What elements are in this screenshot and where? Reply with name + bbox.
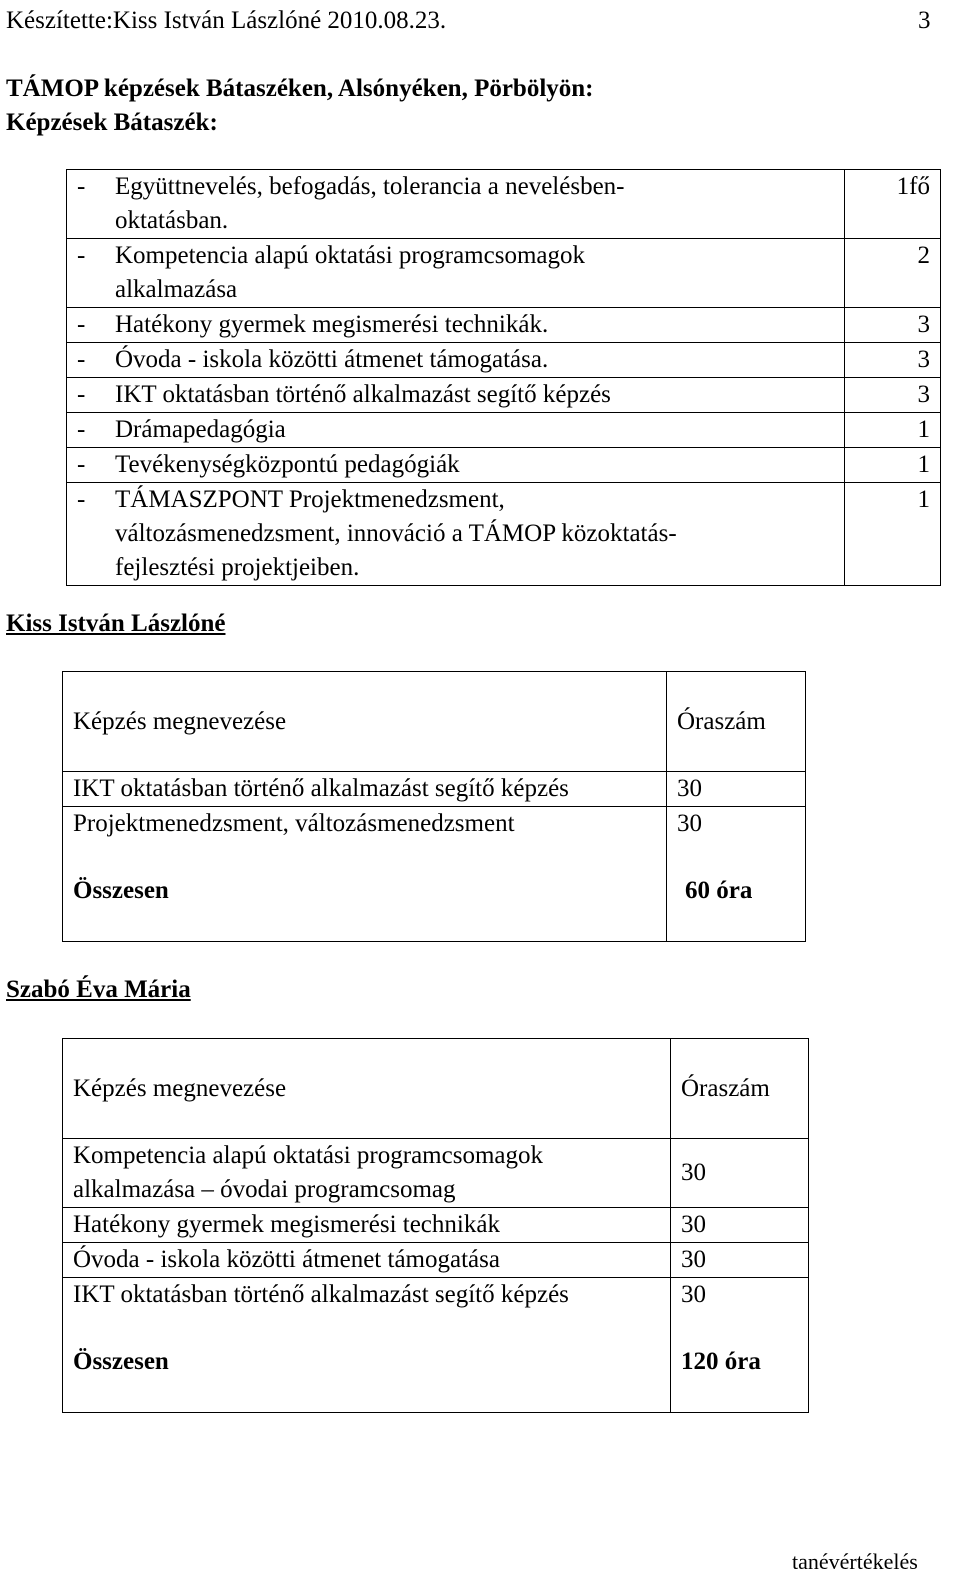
- total-value: 60 óra: [667, 841, 806, 941]
- summary-row: [67, 413, 941, 448]
- summary-course-text: IKT oktatásban történő alkalmazást segítő képzés: [115, 381, 611, 408]
- footer-text: tanévértékelés: [792, 1549, 918, 1574]
- summary-course-text: fejlesztési projektjeiben.: [115, 554, 360, 581]
- col-header-name: Képzés megnevezése: [63, 1039, 671, 1139]
- summary-count: 1: [845, 483, 941, 586]
- summary-row: [67, 239, 941, 308]
- summary-count: 3: [845, 343, 941, 378]
- summary-course-name: [67, 413, 845, 448]
- summary-course-line: [115, 517, 840, 551]
- summary-count: 1fő: [845, 170, 941, 239]
- list-dash: -: [77, 242, 86, 269]
- summary-course-name: [67, 239, 845, 308]
- list-dash: -: [77, 381, 86, 408]
- training-name: [63, 1139, 671, 1208]
- training-table-1-rows: [63, 772, 806, 842]
- training-row: [63, 772, 806, 807]
- summary-row: [67, 170, 941, 239]
- training-hours: 30: [671, 1243, 809, 1278]
- summary-table-body: [67, 170, 941, 586]
- list-dash: -: [77, 173, 86, 200]
- training-name-line: Hatékony gyermek megismerési technikák: [73, 1211, 500, 1238]
- training-name-line: alkalmazása – óvodai programcsomag: [73, 1176, 456, 1203]
- list-dash: -: [77, 486, 86, 513]
- summary-course-name: [67, 170, 845, 239]
- summary-course-text: TÁMASZPONT Projektmenedzsment,: [115, 486, 505, 513]
- summary-course-line: [77, 378, 840, 412]
- training-row: [63, 1278, 809, 1313]
- section-title: Képzések Bátaszék:: [6, 109, 218, 136]
- summary-course-line: [77, 413, 840, 447]
- summary-course-line: [77, 308, 840, 342]
- training-name-line: Kompetencia alapú oktatási programcsomagok: [73, 1142, 543, 1169]
- summary-course-line: [77, 343, 840, 377]
- summary-course-line: [77, 483, 840, 517]
- summary-course-text: Óvoda - iskola közötti átmenet támogatása.: [115, 346, 549, 373]
- summary-course-name: [67, 308, 845, 343]
- training-row: [63, 807, 806, 842]
- page-number: 3: [918, 7, 931, 34]
- training-hours: 30: [671, 1139, 809, 1208]
- training-name-line: IKT oktatásban történő alkalmazást segítő képzés: [73, 775, 569, 802]
- summary-row: [67, 343, 941, 378]
- training-name: [63, 1208, 671, 1243]
- training-name: [63, 1243, 671, 1278]
- summary-course-name: [67, 343, 845, 378]
- summary-course-line: [115, 551, 840, 585]
- col-header-hours: Óraszám: [667, 672, 806, 772]
- summary-course-text: Kompetencia alapú oktatási programcsomagok: [115, 242, 585, 269]
- summary-course-line: [115, 273, 840, 307]
- training-row: [63, 1243, 809, 1278]
- summary-count: 1: [845, 413, 941, 448]
- summary-course-text: Együttnevelés, befogadás, tolerancia a nevelésben-: [115, 173, 625, 200]
- page-title: TÁMOP képzések Bátaszéken, Alsónyéken, Pörbölyön:: [6, 75, 594, 102]
- summary-count: 3: [845, 308, 941, 343]
- list-dash: -: [77, 311, 86, 338]
- training-name-line: Projektmenedzsment, változásmenedzsment: [73, 810, 515, 837]
- training-name: [63, 807, 667, 842]
- col-header-name: Képzés megnevezése: [63, 672, 667, 772]
- training-name-line: Óvoda - iskola közötti átmenet támogatása: [73, 1246, 500, 1273]
- summary-row: [67, 378, 941, 413]
- training-row: [63, 1208, 809, 1243]
- training-hours: 30: [671, 1278, 809, 1313]
- summary-course-text: Drámapedagógia: [115, 416, 286, 443]
- list-dash: -: [77, 346, 86, 373]
- summary-course-name: [67, 483, 845, 586]
- summary-course-text: változásmenedzsment, innováció a TÁMOP közoktatás-: [115, 520, 677, 547]
- list-dash: -: [77, 451, 86, 478]
- list-dash: -: [77, 416, 86, 443]
- summary-count: 3: [845, 378, 941, 413]
- summary-row: [67, 483, 941, 586]
- training-table-2-rows: [63, 1139, 809, 1313]
- summary-course-text: Tevékenységközpontú pedagógiák: [115, 451, 460, 478]
- total-label: Összesen: [63, 1312, 671, 1412]
- training-hours: 30: [667, 807, 806, 842]
- summary-count: 1: [845, 448, 941, 483]
- summary-course-text: alkalmazása: [115, 276, 238, 303]
- total-label: Összesen: [63, 841, 667, 941]
- col-header-hours: Óraszám: [671, 1039, 809, 1139]
- training-name: [63, 1278, 671, 1313]
- summary-course-line: [77, 448, 840, 482]
- training-table-2: [62, 1038, 809, 1413]
- summary-course-text: oktatásban.: [115, 207, 229, 234]
- summary-course-line: [77, 239, 840, 273]
- summary-course-name: [67, 378, 845, 413]
- training-hours: 30: [671, 1208, 809, 1243]
- summary-table: [66, 169, 941, 586]
- summary-course-text: Hatékony gyermek megismerési technikák.: [115, 311, 549, 338]
- summary-course-name: [67, 448, 845, 483]
- training-table-1: [62, 671, 806, 942]
- training-row: [63, 1139, 809, 1208]
- summary-course-line: [115, 204, 840, 238]
- summary-count: 2: [845, 239, 941, 308]
- summary-row: [67, 308, 941, 343]
- training-hours: 30: [667, 772, 806, 807]
- person-name-1: Kiss István Lászlóné: [6, 610, 226, 637]
- total-value: 120 óra: [671, 1312, 809, 1412]
- summary-course-line: [77, 170, 840, 204]
- header-author: Készítette:Kiss István Lászlóné 2010.08.23.: [6, 7, 447, 34]
- summary-row: [67, 448, 941, 483]
- training-name-line: IKT oktatásban történő alkalmazást segítő képzés: [73, 1281, 569, 1308]
- training-name: [63, 772, 667, 807]
- person-name-2: Szabó Éva Mária: [6, 976, 191, 1003]
